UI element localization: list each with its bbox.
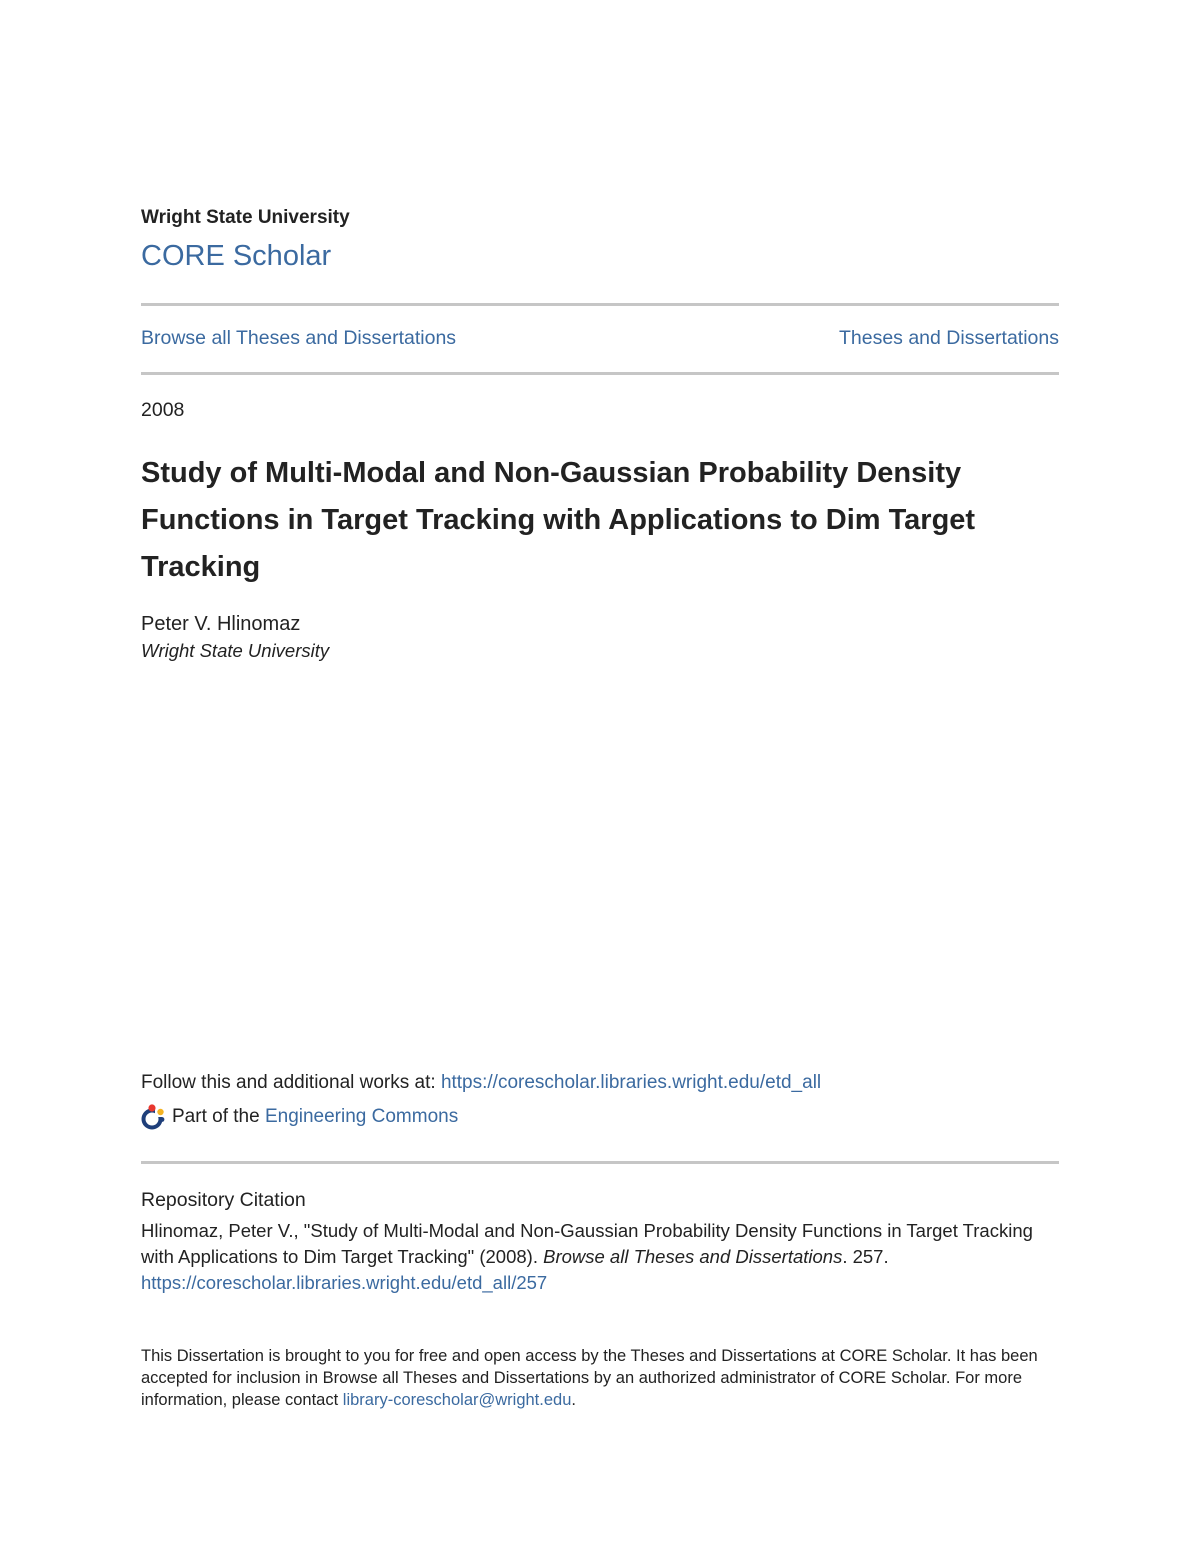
document-title: Study of Multi-Modal and Non-Gaussian Probability Density Functions in Target Tracking with Applications to Dim Target Tracking [141, 457, 976, 583]
theses-dissertations-link[interactable]: Theses and Dissertations [838, 327, 1059, 349]
citation-heading: Repository Citation [141, 1189, 306, 1211]
browse-all-link[interactable]: Browse all Theses and Dissertations [141, 327, 457, 349]
citation-series: Browse all Theses and Dissertations [543, 1246, 843, 1267]
author-affiliation: Wright State University [141, 640, 330, 661]
divider-nav [141, 372, 1059, 375]
citation-suffix: . 257. [842, 1246, 889, 1267]
contact-email-link[interactable]: library-corescholar@wright.edu [342, 1391, 572, 1409]
network-commons-icon [141, 1103, 167, 1131]
publication-year: 2008 [141, 399, 185, 421]
citation-text: Hlinomaz, Peter V., "Study of Multi-Modal and Non-Gaussian Probability Density Functions in Target Tracking with Applications to Dim Target Tracking" (2008). [141, 1220, 1033, 1267]
divider-top [141, 303, 1059, 306]
citation-body [141, 1218, 1041, 1296]
follow-line [141, 1072, 821, 1094]
part-of-line [141, 1103, 458, 1131]
access-end: . [571, 1391, 576, 1409]
divider-citation [141, 1161, 1059, 1164]
access-text: This Dissertation is brought to you for free and open access by the Theses and Dissertations at CORE Scholar. It has been accepted for inclusion in Browse all Theses and Dissertations by an authorized administrator of CORE Scholar. For more information, please contact [141, 1347, 1038, 1409]
collection-url-link[interactable]: https://corescholar.libraries.wright.edu/etd_all [440, 1072, 822, 1093]
author-name: Peter V. Hlinomaz [141, 613, 301, 635]
engineering-commons-link[interactable]: Engineering Commons [264, 1106, 459, 1127]
follow-label: Follow this and additional works at: [141, 1072, 441, 1093]
institution-name: Wright State University [141, 207, 350, 228]
repository-name-link[interactable]: CORE Scholar [141, 240, 332, 272]
citation-url-link[interactable]: https://corescholar.libraries.wright.edu/etd_all/257 [141, 1272, 548, 1293]
part-of-prefix: Part of the [172, 1106, 260, 1127]
access-statement [141, 1345, 1041, 1411]
